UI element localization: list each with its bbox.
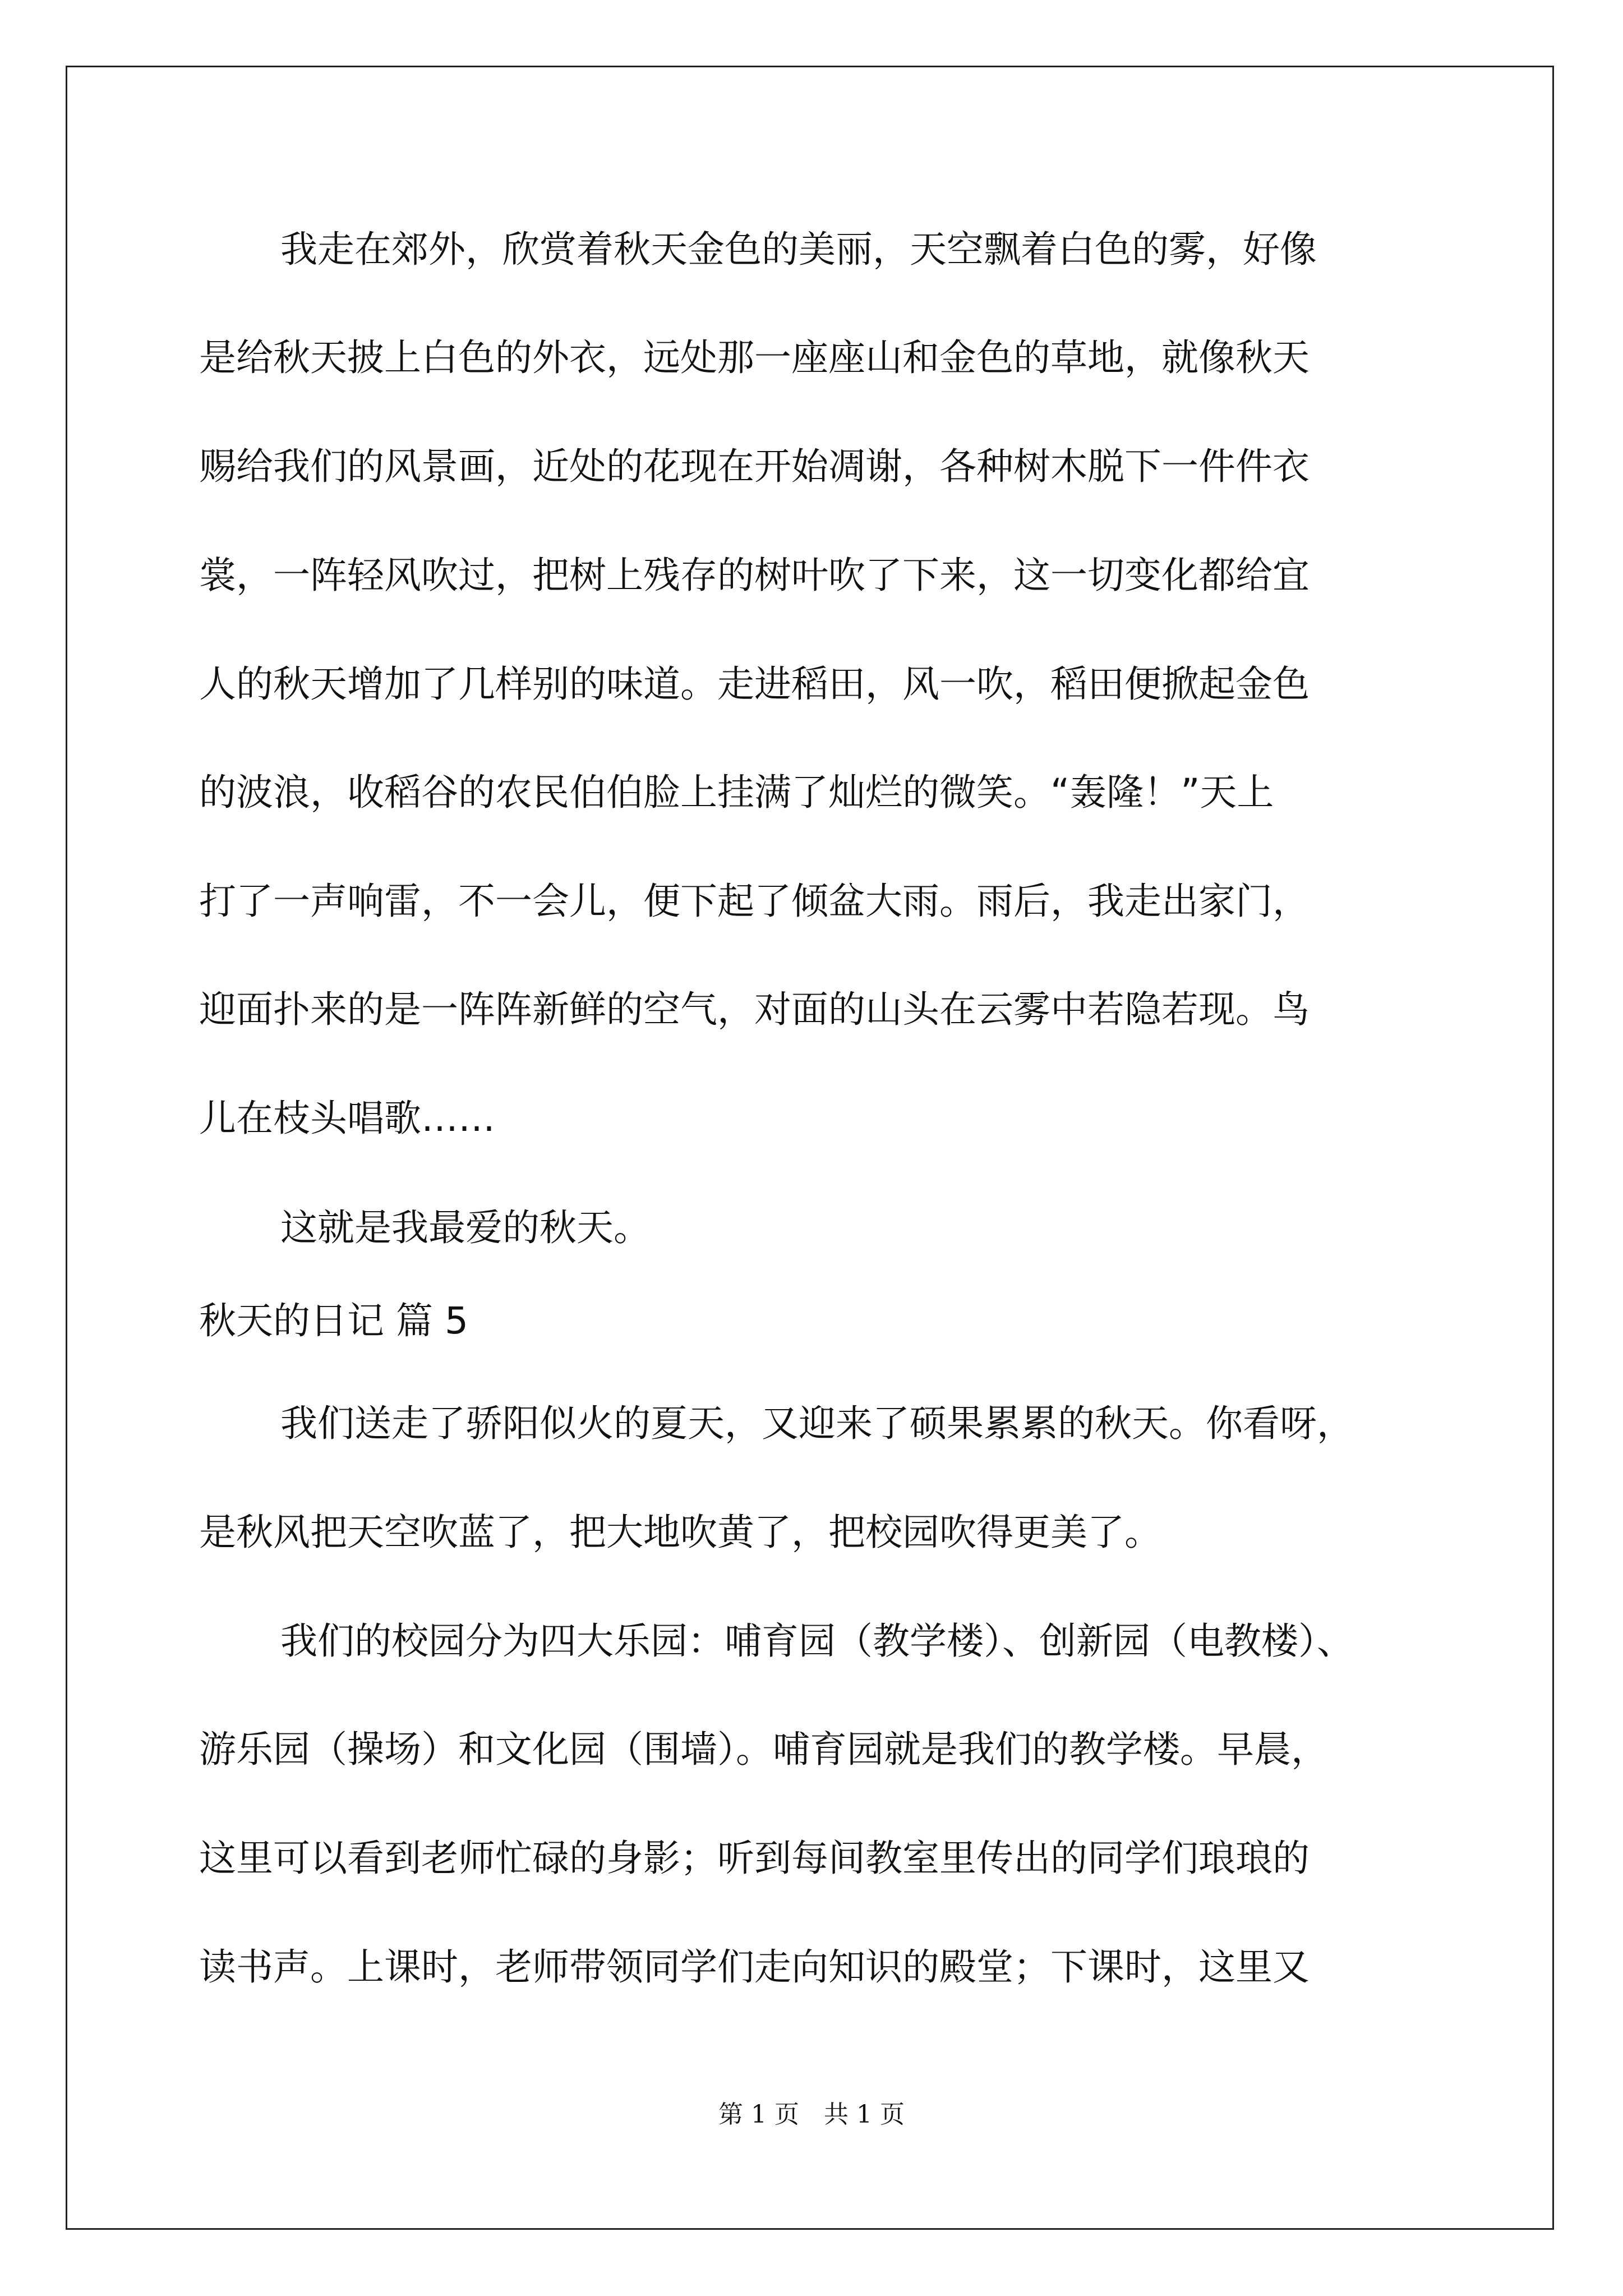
paragraph-line: 游乐园（操场）和文化园（围墙）。哺育园就是我们的教学楼。早晨， xyxy=(199,1728,1328,1771)
paragraph-line: 裳，一阵轻风吹过，把树上残存的树叶吹了下来，这一切变化都给宜 xyxy=(199,554,1310,597)
paragraph-line: 的波浪，收稻谷的农民伯伯脸上挂满了灿烂的微笑。“轰隆！”天上 xyxy=(199,771,1274,814)
page-number-footer: 第 1 页 共 1 页 xyxy=(718,2100,905,2129)
paragraph-line: 儿在枝头唱歌…… xyxy=(199,1097,495,1140)
paragraph-line: 这里可以看到老师忙碌的身影；听到每间教室里传出的同学们琅琅的 xyxy=(199,1837,1310,1880)
paragraph-line: 我走在郊外，欣赏着秋天金色的美丽，天空飘着白色的雾，好像 xyxy=(280,228,1317,271)
paragraph-line: 赐给我们的风景画，近处的花现在开始凋谢，各种树木脱下一件件衣 xyxy=(199,445,1310,488)
paragraph-line: 读书声。上课时，老师带领同学们走向知识的殿堂；下课时，这里又 xyxy=(199,1945,1310,1989)
paragraph-line: 我们的校园分为四大乐园：哺育园（教学楼）、创新园（电教楼）、 xyxy=(280,1619,1354,1663)
paragraph-line: 人的秋天增加了几样别的味道。走进稻田，风一吹，稻田便掀起金色 xyxy=(199,662,1310,706)
section-heading: 秋天的日记 篇 5 xyxy=(199,1299,468,1342)
paragraph-line: 我们送走了骄阳似火的夏天，又迎来了硕果累累的秋天。你看呀， xyxy=(280,1402,1354,1445)
paragraph-line: 是秋风把天空吹蓝了，把大地吹黄了，把校园吹得更美了。 xyxy=(199,1511,1161,1554)
page-border xyxy=(66,66,1554,2230)
paragraph-line: 迎面扑来的是一阵阵新鲜的空气，对面的山头在云雾中若隐若现。鸟 xyxy=(199,988,1310,1031)
paragraph-line: 这就是我最爱的秋天。 xyxy=(280,1206,651,1249)
paragraph-line: 打了一声响雷，不一会儿，便下起了倾盆大雨。雨后，我走出家门， xyxy=(199,880,1310,923)
paragraph-line: 是给秋天披上白色的外衣，远处那一座座山和金色的草地，就像秋天 xyxy=(199,336,1310,379)
